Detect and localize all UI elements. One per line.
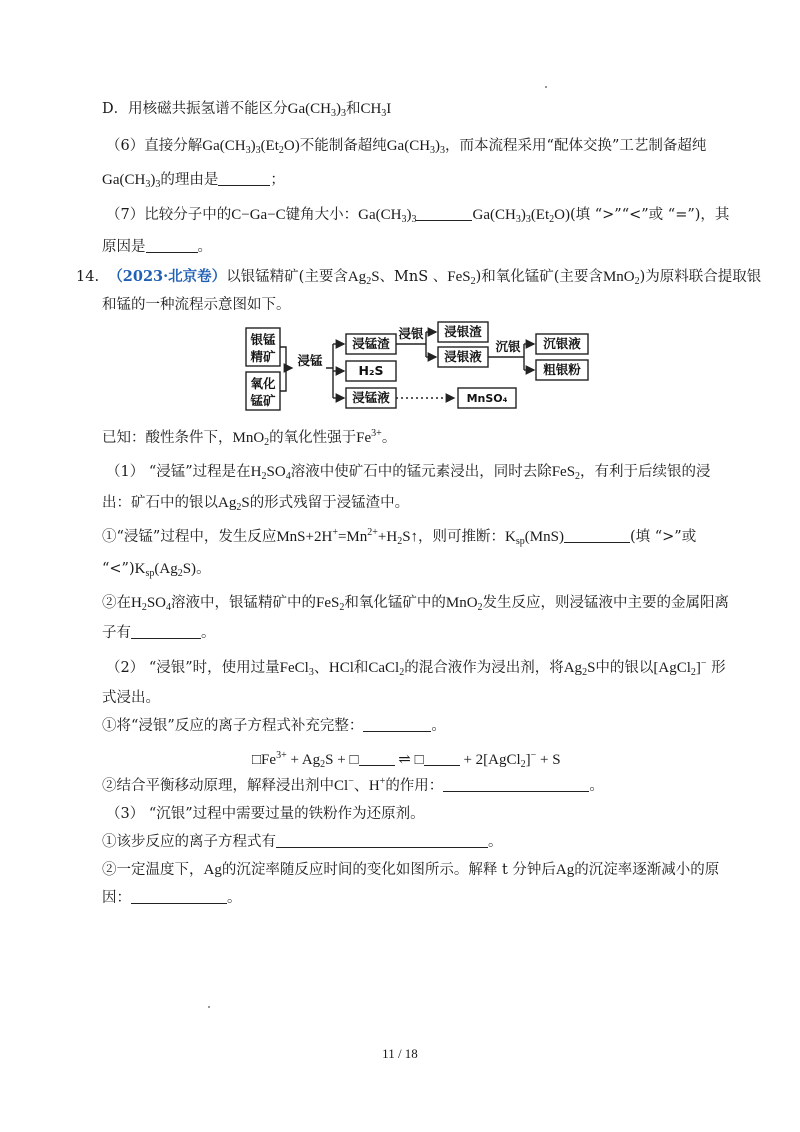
answer-blank[interactable] [363,717,431,732]
known-info: 已知：酸性条件下，MnO$_2$的氧化性强于$Fe^{3+}$。 [102,428,397,448]
part-2: （2） “浸银”时，使用过量FeCl$_3$、HCl和CaCl$_2$的混合液作为浸出剂，将$Ag_2S$中的银以[AgCl$_2$]− 形 [106,658,726,678]
scan-dot [208,1006,210,1008]
residue-label: 浸锰渣 [352,336,390,351]
part-1-line2: 出：矿石中的银以$Ag_2S$的形式残留于浸锰渣中。 [102,495,410,513]
part-1-1-line2: “$<”)K_{sp}(Ag_2S)$。 [102,561,211,579]
answer-blank[interactable] [443,777,589,792]
flow-diagram [240,318,610,418]
step-leach-mn: 浸锰 [297,353,323,368]
scan-dot [545,86,547,88]
part-1: （1） “浸锰”过程是在$H_2SO_4$溶液中使矿石中的锰元素浸出，同时去除FeS$_2$，有利于后续银的浸 [106,464,711,482]
part-2-line2: 式浸出。 [102,690,160,706]
precip-liquor-label: 沉银液 [543,336,581,351]
ore1-label-b: 精矿 [250,349,276,364]
ore2-label-a: 氧化 [250,376,276,391]
question-7-line2: 原因是 。 [102,239,212,255]
answer-blank[interactable] [131,624,201,639]
answer-blank[interactable] [146,238,198,253]
part-2-2: ②结合平衡移动原理，解释浸出剂中Cl−、H+的作用： 。 [102,776,604,794]
part-1-1: ①“浸锰”过程中，发生反应$MnS+2H^+=Mn^{2+}+H_2S↑$，则可推断：$K_{sp}(MnS)$ (填 “>”或 [102,527,697,547]
part-3-2: ②一定温度下，Ag的沉淀率随反应时间的变化如图所示。解释 t 分钟后Ag的沉淀率逐渐减小的原 [102,862,720,878]
part-1-2-line2: 子有 。 [102,625,216,641]
ore1-label-a: 银锰 [250,332,276,347]
step-precip: 沉银 [495,339,521,354]
question-6-line2: $Ga(CH_3)_3$的理由是 ； [102,172,285,190]
part-3: （3） “沉银”过程中需要过量的铁粉作为还原剂。 [106,806,425,822]
mn-liquor-label: 浸锰液 [352,390,390,405]
answer-blank[interactable] [276,833,488,848]
part-1-2: ②在$H_2SO_4$溶液中，银锰精矿中的FeS$_2$和氧化锰矿中的MnO$_2$发生反应，则浸锰液中主要的金属阳离 [102,595,730,613]
answer-blank[interactable] [131,889,227,904]
answer-blank[interactable] [564,528,630,543]
question-7: （7）比较分子中的C−Ga−C键角大小：$Ga(CH_3)_3$ $Ga(CH_3)_3(Et_2O)$(填 “>”“<”或 “=”)，其 [106,207,730,225]
crude-ag-label: 粗银粉 [543,362,581,377]
part-2-1: ①将“浸银”反应的离子方程式补充完整： 。 [102,718,446,734]
ag-liquor-label: 浸银液 [444,349,482,364]
ore2-label-b: 锰矿 [250,393,276,408]
part-3-1: ①该步反应的离子方程式有 。 [102,834,503,850]
ionic-equation: $□Fe^{3+} + Ag_2S$ + □ ⇌ □ + 2[AgCl$_2$]− + S [252,750,561,770]
mnso4-label: MnSO₄ [466,392,508,405]
step-leach-ag: 浸银 [398,326,424,341]
h2s-label: H₂S [358,363,384,378]
question-14-line2: 和锰的一种流程示意图如下。 [102,297,291,313]
question-14: 14. （2023·北京卷）以银锰精矿(主要含$Ag_2S$、MnS 、FeS$_2$)和氧化锰矿(主要含MnO$_2$)为原料联合提取银 [76,268,762,287]
answer-blank[interactable] [416,206,472,221]
part-3-2-line2: 因： 。 [102,890,242,906]
option-d: D．用核磁共振氢谱不能区分$Ga(CH_3)_3$和$CH_3I$ [102,101,392,119]
page-number: 11 / 18 [382,1046,418,1061]
question-6: （6）直接分解$Ga(CH_3)_3(Et_2O)$不能制备超纯$Ga(CH_3)_3$，而本流程采用“配体交换”工艺制备超纯 [106,138,707,156]
answer-blank[interactable] [218,171,270,186]
ag-residue-label: 浸银渣 [444,324,482,339]
